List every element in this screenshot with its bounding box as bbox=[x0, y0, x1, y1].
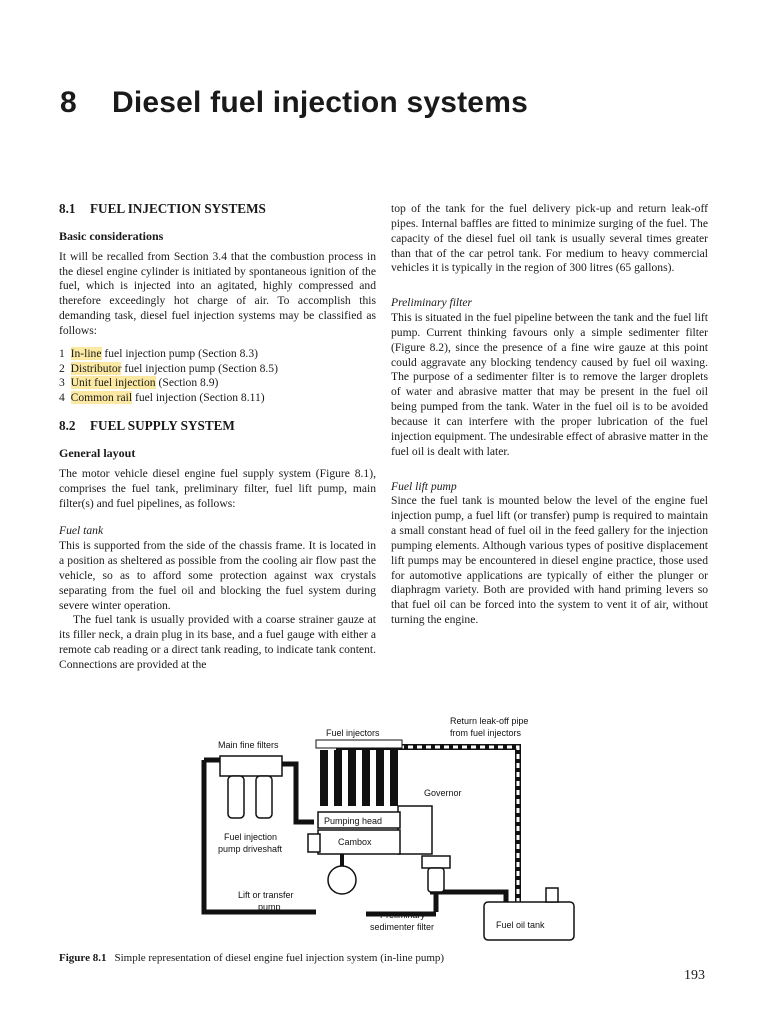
classification-list bbox=[59, 347, 376, 406]
paragraph-fuel-tank-1: This is supported from the side of the chassis frame. It is located in a position as sheltered as possible from the cooling air flow past the vehicle, so as to afford some protection against wax crystals separating from the fuel oil and blocking the fuel system during severe winter operation. bbox=[59, 539, 376, 612]
lift-pump-icon bbox=[328, 866, 356, 894]
chapter-number: 8 bbox=[60, 86, 77, 119]
caption-number: Figure 8.1 bbox=[59, 952, 107, 964]
list-text: fuel injection pump (Section 8.5) bbox=[121, 361, 278, 375]
subheading-preliminary-filter: Preliminary filter bbox=[391, 296, 473, 310]
figure-caption bbox=[59, 952, 444, 964]
page-number: 193 bbox=[684, 968, 705, 983]
caption-text: Simple representation of diesel engine fuel injection system (in-line pump) bbox=[114, 952, 445, 964]
paragraph-fuel-tank-2: The fuel tank is usually provided with a coarse strainer gauze at its filler neck, a drain plug in its base, and a fuel gauge with either a remote cab reading or a direct tank reading, to indicate tank content. Connections are provided at the bbox=[59, 613, 376, 671]
paragraph-preliminary-filter: This is situated in the fuel pipeline between the tank and the fuel lift pump. Current thinking favours only a simple sedimenter filter (Figure 8.2), since the presence of a fine wire gauze at this point could aggravate any blocking tendency caused by fuel oil waxing. The purpose of a sedimenter filter is to remove the larger droplets of water and abrasive matter that may be present in the fuel oil being pumped from the tank. Water in the fuel oil is to be avoided because it can interfere with the proper lubrication of the fuel injection equipment. The undesirable effect of abrasive matter in the fuel oil is dealt with later. bbox=[391, 311, 708, 458]
subheading-fuel-lift-pump: Fuel lift pump bbox=[391, 479, 457, 493]
label-return-2: from fuel injectors bbox=[450, 728, 522, 738]
label-governor: Governor bbox=[424, 788, 462, 798]
label-main-filters: Main fine filters bbox=[218, 740, 279, 750]
label-fuel-oil-tank: Fuel oil tank bbox=[496, 920, 545, 930]
label-sedimenter-2: sedimenter filter bbox=[370, 922, 435, 932]
subheading-fuel-tank: Fuel tank bbox=[59, 524, 104, 538]
highlighted-term: In-line bbox=[70, 346, 102, 360]
section-heading-8-1 bbox=[59, 202, 376, 217]
driveshaft-icon bbox=[308, 834, 320, 852]
label-fuel-injectors: Fuel injectors bbox=[326, 728, 380, 738]
list-number: 4 bbox=[59, 391, 65, 405]
fuel-oil-tank-icon bbox=[484, 888, 574, 940]
list-number: 2 bbox=[59, 361, 65, 375]
list-item bbox=[59, 391, 376, 406]
subheading-general-layout: General layout bbox=[59, 445, 136, 460]
list-number: 3 bbox=[59, 376, 65, 390]
paragraph-combustion: It will be recalled from Section 3.4 that the combustion process in the diesel engine cylinder is initiated by spontaneous ignition of the fuel, which is injected into an agitated, highly compressed and therefore exceedingly hot charge of air. To accomplish this demanding task, diesel fuel injection systems may be classified as follows: bbox=[59, 249, 376, 337]
chapter-title-text: Diesel fuel injection systems bbox=[112, 86, 528, 119]
left-column bbox=[59, 202, 376, 673]
label-lift-1: Lift or transfer bbox=[238, 890, 294, 900]
list-text: fuel injection pump (Section 8.3) bbox=[101, 346, 258, 360]
governor-icon bbox=[398, 806, 432, 854]
section-title: FUEL SUPPLY SYSTEM bbox=[90, 418, 235, 434]
sedimenter-filter-icon bbox=[422, 856, 450, 892]
list-item bbox=[59, 362, 376, 377]
list-text: (Section 8.9) bbox=[155, 376, 219, 390]
list-number: 1 bbox=[59, 346, 65, 360]
section-number: 8.2 bbox=[59, 418, 76, 434]
chapter-title bbox=[60, 86, 528, 120]
paragraph-tank-continued: top of the tank for the fuel delivery pick-up and return leak-off pipes. Internal baffles are fitted to minimize surging of the fuel. The capacity of the diesel fuel oil tank is usually several times greater than that of the car petrol tank. For medium to heavy commercial vehicles it is typically in the region of 300 litres (65 gallons). bbox=[391, 202, 708, 275]
section-number: 8.1 bbox=[59, 201, 76, 216]
subheading-basic-considerations: Basic considerations bbox=[59, 228, 164, 243]
label-sedimenter-1: Preliminary bbox=[380, 910, 426, 920]
paragraph-general-layout: The motor vehicle diesel engine fuel supply system (Figure 8.1), comprises the fuel tank, preliminary filter, fuel lift pump, main filter(s) and fuel pipelines, as follows: bbox=[59, 466, 376, 510]
list-text: fuel injection (Section 8.11) bbox=[132, 391, 265, 405]
label-lift-2: pump bbox=[258, 902, 281, 912]
label-driveshaft-2: pump driveshaft bbox=[218, 844, 283, 854]
section-heading-8-2 bbox=[59, 419, 376, 434]
section-title: FUEL INJECTION SYSTEMS bbox=[90, 201, 266, 216]
list-item bbox=[59, 376, 376, 391]
label-driveshaft-1: Fuel injection bbox=[224, 832, 278, 842]
figure-8-1-diagram bbox=[196, 712, 580, 944]
paragraph-fuel-lift-pump: Since the fuel tank is mounted below the level of the engine fuel injection pump, a fuel lift (or transfer) pump is required to maintain a small constant head of fuel oil in the feed gallery for the injection pumping elements. Although various types of positive displacement lift pumps may be encountered in diesel engine practice, those used for automotive applications are typically of either the plunger or diaphragm variety. Both are provided with hand priming levers so that fuel oil can be forced into the system to vent it of air, without turning the engine. bbox=[391, 494, 708, 627]
label-cambox: Cambox bbox=[338, 837, 372, 847]
label-return-1: Return leak-off pipe bbox=[450, 716, 529, 726]
right-column bbox=[391, 202, 708, 628]
main-fine-filters bbox=[220, 756, 282, 818]
highlighted-term: Distributor bbox=[70, 361, 122, 375]
highlighted-term: Unit fuel injection bbox=[70, 376, 156, 390]
label-pumping-head: Pumping head bbox=[324, 816, 383, 826]
list-item bbox=[59, 347, 376, 362]
highlighted-term: Common rail bbox=[70, 391, 133, 405]
